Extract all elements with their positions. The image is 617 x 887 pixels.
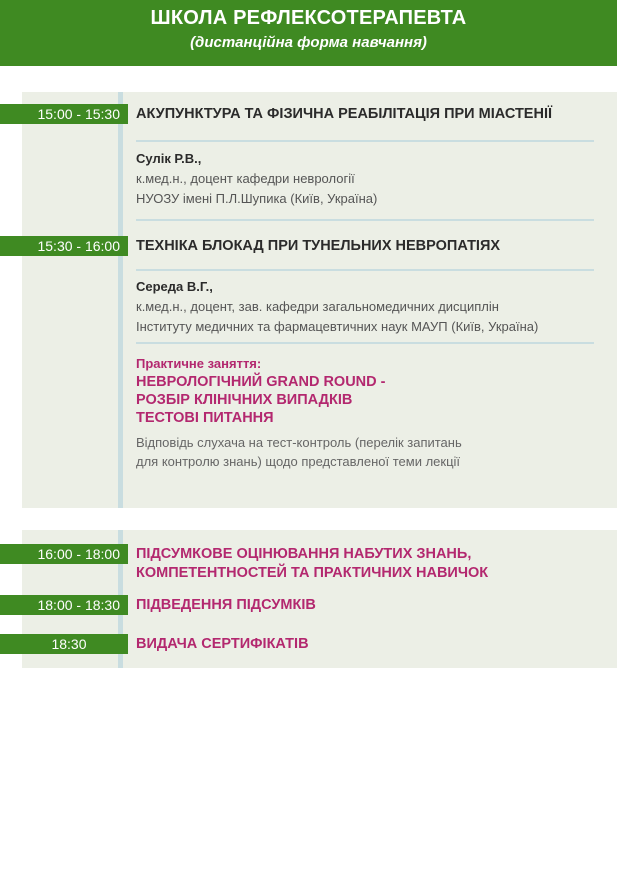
closing-title-line: ВИДАЧА СЕРТИФІКАТІВ bbox=[136, 636, 309, 652]
closing-title-line: ПІДСУМКОВЕ ОЦІНЮВАННЯ НАБУТИХ ЗНАНЬ, bbox=[136, 546, 472, 562]
practice-title-line: РОЗБІР КЛІНІЧНИХ ВИПАДКІВ bbox=[136, 392, 353, 408]
practice-label: Практичне заняття: bbox=[136, 356, 262, 371]
speaker-position: к.мед.н., доцент, зав. кафедри загальномедичних дисциплін bbox=[136, 299, 499, 314]
session-time: 15:30 - 16:00 bbox=[0, 236, 128, 256]
speaker-name: Сулік Р.В., bbox=[136, 151, 202, 166]
page-subtitle: (дистанційна форма навчання) bbox=[190, 34, 427, 51]
section-divider bbox=[136, 219, 594, 221]
header-banner bbox=[0, 0, 617, 66]
closing-title bbox=[136, 545, 488, 583]
closing-title-line: КОМПЕТЕНТНОСТЕЙ ТА ПРАКТИЧНИХ НАВИЧОК bbox=[136, 565, 489, 581]
practice-description-line: для контролю знань) щодо представленої теми лекції bbox=[136, 454, 461, 469]
practice-title-line: НЕВРОЛОГІЧНИЙ GRAND ROUND - bbox=[136, 374, 386, 390]
speaker-affiliation: НУОЗУ імені П.Л.Шупика (Київ, Україна) bbox=[136, 191, 378, 206]
speaker-affiliation: Інституту медичних та фармацевтичних наук МАУП (Київ, Україна) bbox=[136, 319, 539, 334]
closing-time: 16:00 - 18:00 bbox=[0, 544, 128, 564]
closing-title bbox=[136, 635, 309, 654]
vertical-divider bbox=[118, 92, 123, 508]
closing-time: 18:00 - 18:30 bbox=[0, 595, 128, 615]
speaker-info bbox=[136, 277, 538, 337]
speaker-position: к.мед.н., доцент кафедри неврології bbox=[136, 171, 355, 186]
practice-title-line: ТЕСТОВІ ПИТАННЯ bbox=[136, 410, 274, 426]
section-divider bbox=[136, 269, 594, 271]
closing-title-line: ПІДВЕДЕННЯ ПІДСУМКІВ bbox=[136, 597, 316, 613]
section-divider bbox=[136, 140, 594, 142]
practice-description-line: Відповідь слухача на тест-контроль (перелік запитань bbox=[136, 435, 462, 450]
session-title: АКУПУНКТУРА ТА ФІЗИЧНА РЕАБІЛІТАЦІЯ ПРИ МІАСТЕНІЇ bbox=[136, 106, 552, 122]
closing-title bbox=[136, 596, 316, 615]
speaker-name: Середа В.Г., bbox=[136, 279, 213, 294]
session-title: ТЕХНІКА БЛОКАД ПРИ ТУНЕЛЬНИХ НЕВРОПАТІЯХ bbox=[136, 238, 501, 254]
practice-description bbox=[136, 433, 462, 471]
session-time: 15:00 - 15:30 bbox=[0, 104, 128, 124]
practice-block bbox=[136, 355, 462, 471]
closing-time: 18:30 bbox=[0, 634, 128, 654]
page-title: ШКОЛА РЕФЛЕКСОТЕРАПЕВТА bbox=[150, 7, 467, 29]
speaker-info bbox=[136, 149, 377, 209]
section-divider bbox=[136, 342, 594, 344]
